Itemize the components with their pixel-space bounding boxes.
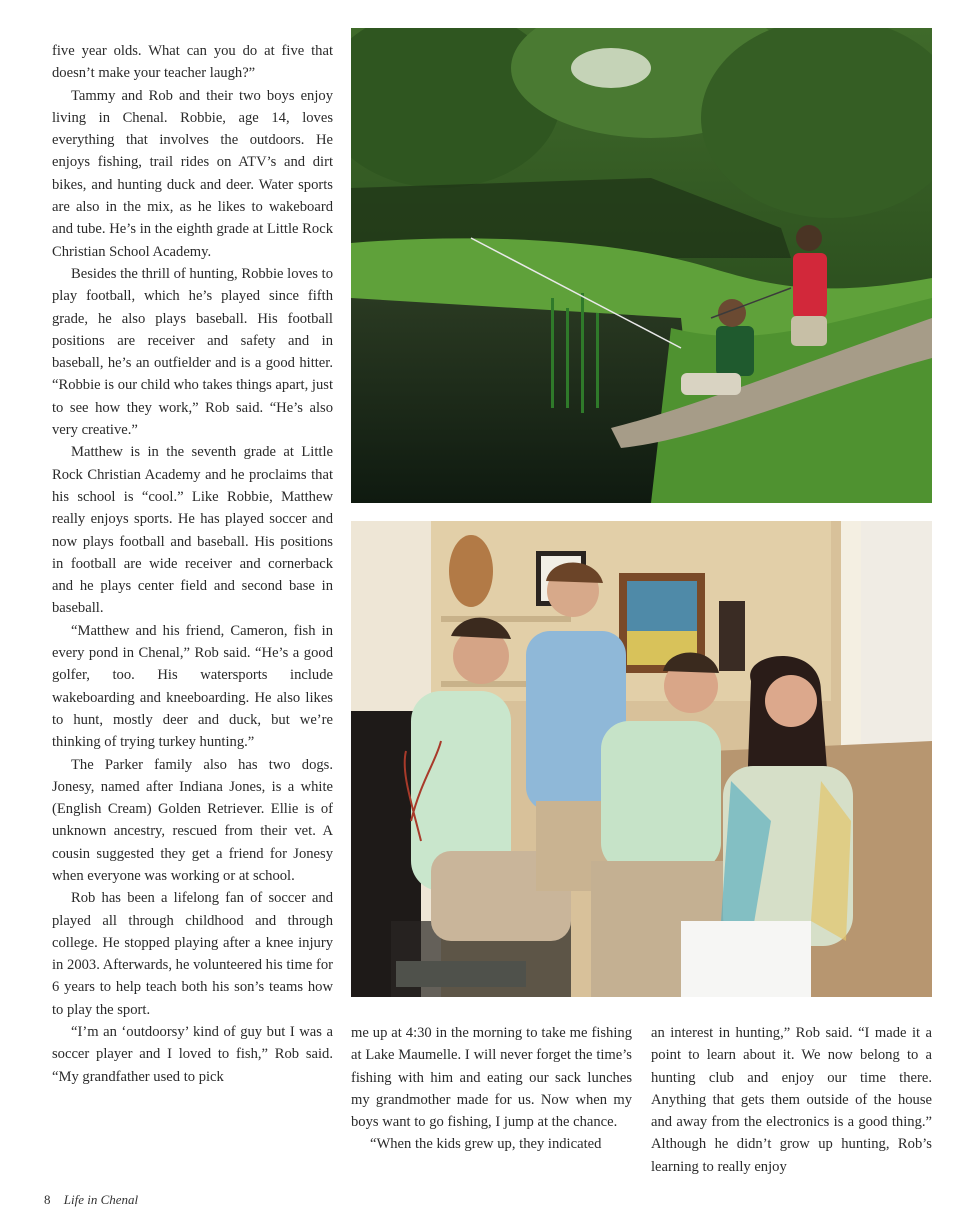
paragraph: Tammy and Rob and their two boys enjoy living in Chenal. Robbie, age 14, loves everything that involves the outdoors. He enjoys fishing, trail rides on ATV’s and dirt bikes, and hunting duck and deer. Water sports are also in the mix, as he likes to wakeboard and tube. He’s in the eighth grade at Little Rock Christian School Academy. [52,87,333,260]
paragraph: Matthew is in the seventh grade at Little Rock Christian Academy and he proclaims that his school is “cool.” Like Robbie, Matthew really enjoys sports. He has played soccer and now plays football and baseball. His positions in football are wide receiver and cornerback and he plays center field and second base in baseball. [52,444,333,617]
paragraph: “I’m an ‘outdoorsy’ kind of guy but I was a soccer player and I loved to fish,” Rob said. “My grandfather used to pick [52,1024,333,1085]
article-column-middle [351,1022,632,1156]
publication-name: Life in Chenal [63,1192,139,1207]
paragraph: five year olds. What can you do at five that doesn’t make your teacher laugh?” [52,43,333,82]
paragraph: “Matthew and his friend, Cameron, fish in every pond in Chenal,” Rob said. “He’s a good golfer, too. His watersports include wakeboarding and kneeboarding. He also likes to hunt, mostly deer and duck, but we’re thinking of trying turkey hunting.” [52,622,333,751]
page-number: 8 [44,1192,51,1207]
paragraph: The Parker family also has two dogs. Jonesy, named after Indiana Jones, is a white (English Cream) Golden Retriever. Ellie is of unknown ancestry, rescued from their vet. A cousin suggested they get a friend for Jonesy when everyone was working or at school. [52,756,333,884]
article-column-left [52,40,333,1088]
page-footer [44,1192,138,1208]
paragraph: me up at 4:30 in the morning to take me fishing at Lake Maumelle. I will never forget the time’s fishing with him and eating our sack lunches my grandmother made for us. Now when my boys want to go fishing, I jump at the chance. [351,1025,632,1131]
paragraph: “When the kids grew up, they indicated [370,1136,602,1153]
paragraph: an interest in hunting,” Rob said. “I made it a point to learn about it. We now belong to a hunting club and enjoy our time there. Anything that gets them outside of the house and away from the electronics is a good thing.” Although he didn’t grow up hunting, Rob’s learning to really enjoy [651,1025,932,1175]
fishing-photo [351,28,932,503]
article-column-right [651,1022,932,1178]
paragraph: Rob has been a lifelong fan of soccer and played all through childhood and through college. He stopped playing after a knee injury in 2003. Afterwards, he volunteered his time for 6 years to help teach both his son’s teams how to play the sport. [52,890,333,1018]
paragraph: Besides the thrill of hunting, Robbie loves to play football, which he’s played since fifth grade, he also plays baseball. His football positions are receiver and safety and in baseball, he’s an outfielder and is a good hitter. “Robbie is our child who takes things apart, just to see how they work,” Rob said. “He’s also very creative.” [52,265,333,439]
family-portrait-photo [351,521,932,997]
